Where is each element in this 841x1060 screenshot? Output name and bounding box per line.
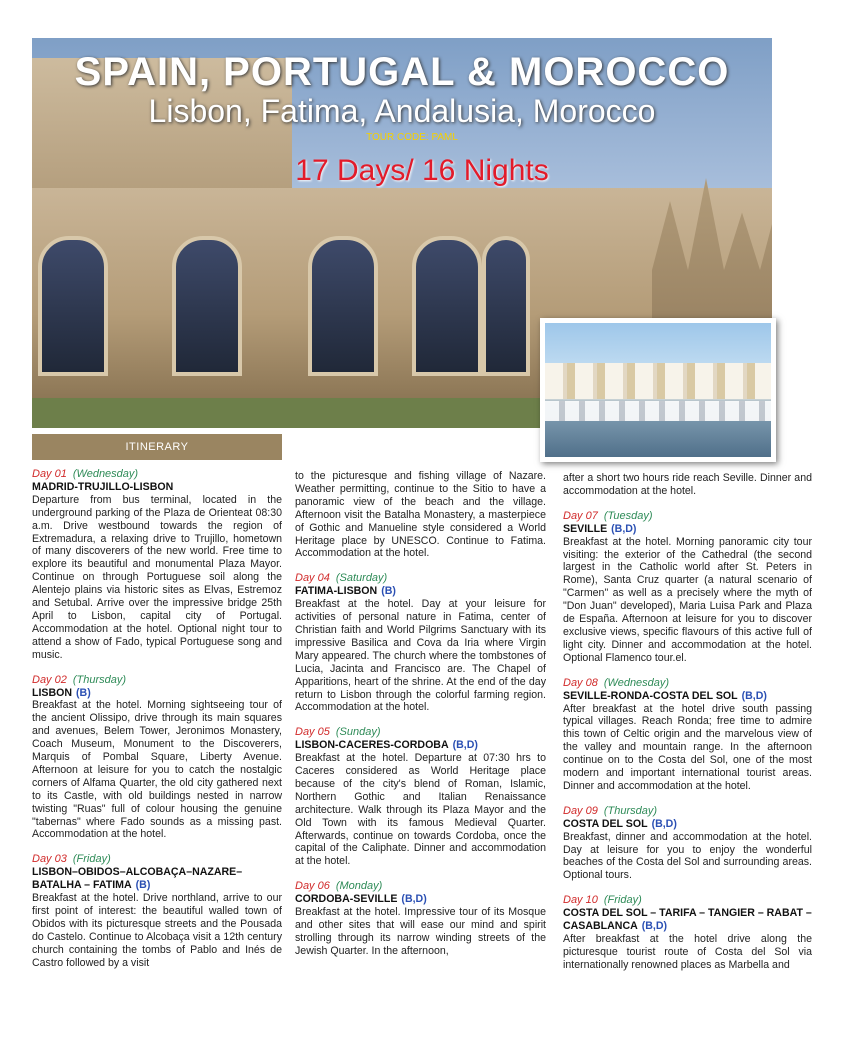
day-meals: (B,D) <box>651 817 677 830</box>
day-entry <box>563 805 812 882</box>
day-entry <box>295 880 546 957</box>
day-text: Breakfast at the hotel. Day at your leisure for activities of personal nature in Fatima, center of Christian faith and World Pilgrims Sanctuary with its impressive Basilica and Cova da Iria where Virgin Mary appeared. The church where the tombstones of Lucia, Jacinta and Francisco are. The Chapel of Apparitions, heart of the shrine. At the end of the day return to Lisbon through the colorful farming region. Accommodation at the hotel. <box>295 598 546 714</box>
day-continuation: to the picturesque and fishing village of Nazare. Weather permitting, continue to the Sitio to have a panoramic view of the beach and the village. Afternoon visit the Batalha Monastery, a masterpiece of Gothic and Manueline style considered a World Heritage place by UNESCO. Continue to Fatima. Accommodation at the hotel. <box>295 470 546 560</box>
day-entry <box>32 674 282 842</box>
day-text: After breakfast at the hotel drive south passing typical villages. Reach Ronda; free time to admire this town of Celtic origin and the marvelous view of the valley and mountain range. In the afternoon continue on to the Costa del Sol, one of the most modern and important international tourist areas. Dinner and accommodation at the hotel. <box>563 702 812 792</box>
day-title: FATIMA-LISBON <box>295 585 378 598</box>
day-weekday: (Friday) <box>72 853 111 866</box>
itinerary-banner <box>32 434 282 460</box>
day-weekday: (Wednesday) <box>72 468 139 480</box>
day-meals: (B,D) <box>641 920 668 933</box>
day-title: COSTA DEL SOL – TARIFA – TANGIER – RABAT – CASABLANCA <box>563 907 812 933</box>
day-weekday: (Thursday) <box>603 804 658 817</box>
day-weekday: (Thursday) <box>72 673 127 686</box>
itinerary-column-3 <box>563 472 812 972</box>
itinerary-column-2 <box>295 470 546 958</box>
day-entry <box>563 510 812 665</box>
day-weekday: (Saturday) <box>335 572 388 585</box>
day-label: Day 07 <box>563 509 598 522</box>
tour-title: SPAIN, PORTUGAL & MOROCCO <box>74 50 730 94</box>
day-meals: (B) <box>76 686 91 699</box>
day-meals: (B,D) <box>452 739 478 752</box>
day-meals: (B) <box>381 585 396 598</box>
day-continuation: after a short two hours ride reach Seville. Dinner and accommodation at the hotel. <box>563 472 812 497</box>
cloister-arch <box>412 236 482 376</box>
cloister-arch <box>308 236 378 376</box>
day-title: LISBON-CACERES-CORDOBA <box>295 739 449 752</box>
itinerary-label: ITINERARY <box>125 441 189 453</box>
day-title: MADRID-TRUJILLO-LISBON <box>32 480 174 493</box>
day-title: LISBON–OBIDOS–ALCOBAÇA–NAZARE–BATALHA – FATIMA <box>32 866 243 892</box>
day-entry <box>295 726 546 868</box>
day-weekday: (Sunday) <box>335 726 381 739</box>
day-label: Day 06 <box>295 880 330 893</box>
day-text: Breakfast at the hotel. Drive northland, arrive to our first point of interest: the beautiful walled town of Obidos with its picturesque streets and the Pousada do Castelo. Continue to Alcobaça visit a 12th century church containing the tombs of Pablo and Inés de Castro followed by a visit <box>32 892 282 969</box>
day-label: Day 09 <box>563 804 598 817</box>
marina-boats <box>545 401 771 421</box>
tour-subtitle: Lisbon, Fatima, Andalusia, Morocco <box>148 93 656 129</box>
day-title: SEVILLE <box>563 522 608 535</box>
day-title: SEVILLE-RONDA-COSTA DEL SOL <box>563 689 738 702</box>
day-label: Day 03 <box>32 853 67 866</box>
day-entry <box>32 853 282 969</box>
day-entry <box>563 677 812 793</box>
cloister-arch <box>38 236 108 376</box>
day-label: Day 05 <box>295 726 330 739</box>
day-entry <box>295 572 546 714</box>
tour-duration: 17 Days/ 16 Nights <box>295 154 549 187</box>
day-text: Breakfast at the hotel. Departure at 07:30 hrs to Caceres considered as World Heritage place because of the city's blend of Roman, Islamic, Northern Gothic and Italian Renaissance architecture. Walk through its Plaza Mayor and the Old Town with its famous Medieval Quarter. Afterwards, continue on towards Cordoba, once the capital of the Caliphate. Dinner and accommodation at the hotel. <box>295 752 546 868</box>
day-title: CORDOBA-SEVILLE <box>295 893 398 906</box>
day-label: Day 08 <box>563 676 598 689</box>
tour-code: TOUR CODE: PAML <box>366 132 458 143</box>
day-meals: (B) <box>135 879 151 892</box>
day-text: Breakfast at the hotel. Impressive tour of its Mosque and other sites that will ease our mind and spirit strolling through its narrow winding streets of the Jewish Quarter. In the afternoon, <box>295 906 546 957</box>
marina-buildings <box>545 363 771 399</box>
marina-photo <box>540 318 776 462</box>
day-entry <box>32 468 282 662</box>
day-weekday: (Monday) <box>335 880 383 893</box>
day-meals: (B,D) <box>741 689 767 702</box>
itinerary-column-1 <box>32 468 282 970</box>
day-meals: (B,D) <box>611 522 637 535</box>
day-text: Breakfast at the hotel. Morning sightseeing tour of the ancient Olissipo, drive through its main squares and avenues, Belem Tower, Jeronimos Monastery, Coach Museum, Monument to the Discoverers, Marquis of Pombal Square, Liberty Avenue. Afternoon at leisure for you to catch the nostalgic corners of Alfama Quarter, the old city gathered next to its Castle, with old buildings nested in narrow twisting "Ruas" full of colour housing the genuine "tabernas" where Fado sounds as a missing past. Accommodation at the hotel. <box>32 699 282 841</box>
day-weekday: (Tuesday) <box>603 509 653 522</box>
day-label: Day 01 <box>32 468 67 480</box>
day-title: LISBON <box>32 686 73 699</box>
day-text: Departure from bus terminal, located in the underground parking of the Plaza de Orienteat 08:30 a.m. Drive westbound towards the region of Extremadura, a relaxing drive to Trujillo, hometown of many discoverers of the new world. Free time to explore its beautiful and monumental Plaza Mayor. Continue on through Portuguese soil along the Alentejo plains via historic sites as Elvas, Estremoz and Setubal. Arrive over the impressive bridge 25th April to Lisbon, capital city of Portugal. Accommodation at the hotel. Optional night tour to attend a show of Fado, typical Portuguese song and music. <box>32 493 282 661</box>
day-label: Day 04 <box>295 572 330 585</box>
day-label: Day 02 <box>32 673 67 686</box>
day-text: Breakfast at the hotel. Morning panoramic city tour visiting: the exterior of the Cathedral (the second largest in the Catholic world after St. Peters in Rome), Santa Cruz quarter (a natural scenario of "Carmen" as well as a precisely where the myth of "Don Juan" developed), Maria Luisa Park and Plaza de España. Afternoon at leisure for you to discover exclusive views, specific flavours of this active full of light city. Dinner and accommodation at the hotel. Optional Flamenco tour.el. <box>563 535 812 664</box>
day-title: COSTA DEL SOL <box>563 817 648 830</box>
cloister-arch <box>172 236 242 376</box>
day-label: Day 10 <box>563 894 598 907</box>
day-text: Breakfast, dinner and accommodation at the hotel. Day at leisure for you to enjoy the wonderful beaches of the Costa del Sol and surrounding areas. Optional tours. <box>563 830 812 882</box>
day-weekday: (Friday) <box>603 894 642 907</box>
cloister-arch <box>482 236 530 376</box>
day-text: After breakfast at the hotel drive along the picturesque tourist route of Costa del Sol via internationally renowned places as Marbella and <box>563 933 812 971</box>
day-weekday: (Wednesday) <box>603 676 670 689</box>
day-meals: (B,D) <box>401 893 427 906</box>
day-entry <box>563 894 812 971</box>
